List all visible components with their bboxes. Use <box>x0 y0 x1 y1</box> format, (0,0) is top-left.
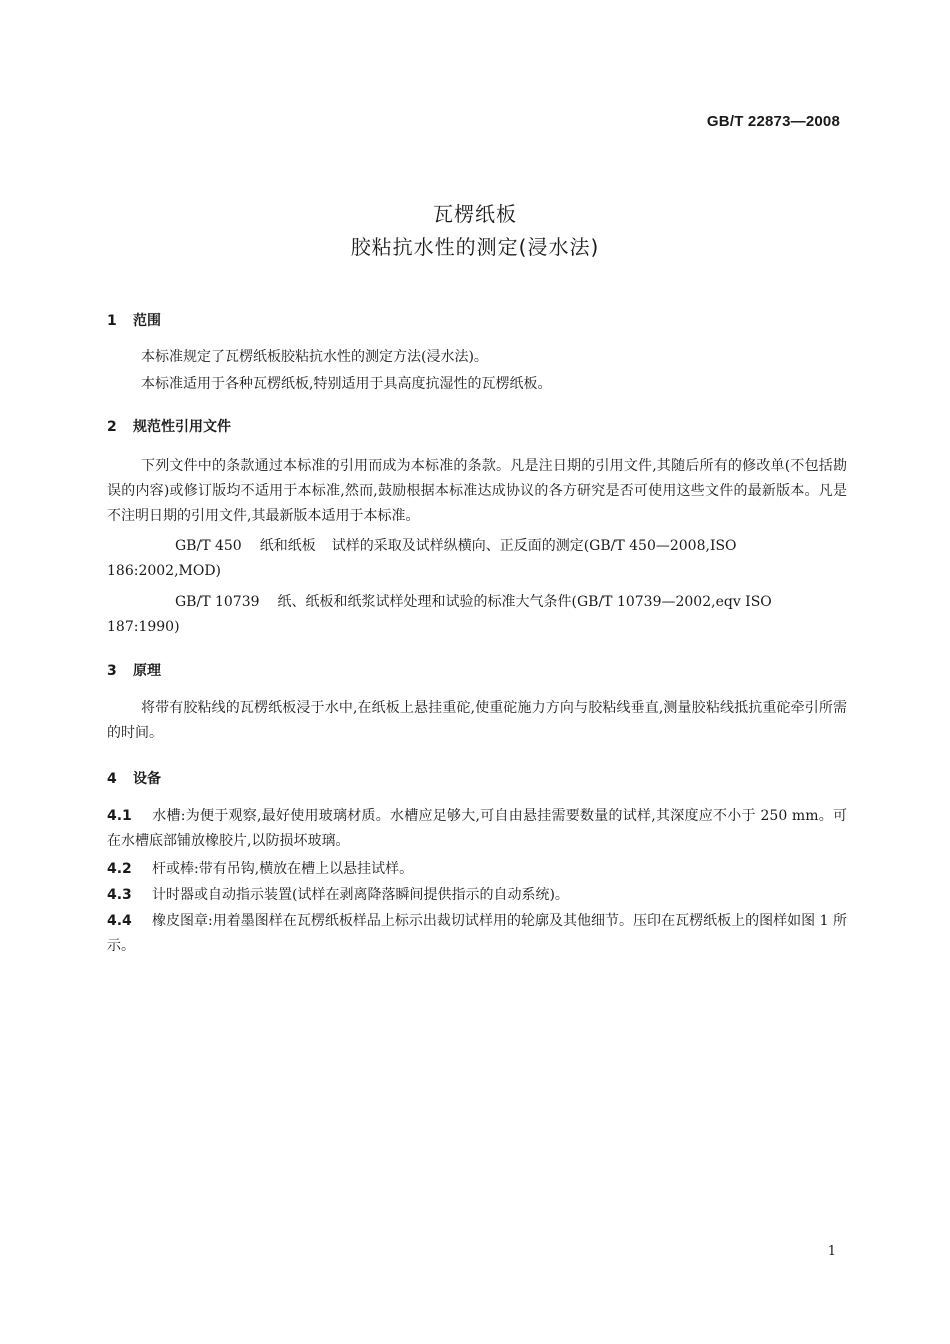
clause-4-1-number: 4.1 <box>107 808 132 824</box>
section-3-paragraph-1: 将带有胶粘线的瓦楞纸板浸于水中,在纸板上悬挂重砣,使重砣施力方向与胶粘线垂直,测量胶粘线抵抗重砣牵引所需的时间。 <box>107 700 847 741</box>
reference-2-text: 纸、纸板和纸浆试样处理和试验的标准大气条件(GB/T 10739—2002,eqv ISO 187:1990) <box>107 594 772 635</box>
clause-4-1 <box>107 804 847 854</box>
section-1-heading <box>107 310 161 330</box>
clause-4-4-text: 橡皮图章:用着墨图样在瓦楞纸板样品上标示出裁切试样用的轮廓及其他细节。压印在瓦楞纸板上的图样如图 1 所示。 <box>107 913 847 954</box>
page-number: 1 <box>827 1244 836 1259</box>
clause-4-4 <box>107 909 847 959</box>
section-1-title: 范围 <box>133 313 161 329</box>
reference-2-code: GB/T 10739 <box>175 594 260 610</box>
document-title-line1: 瓦楞纸板 <box>433 202 517 226</box>
reference-1-text: 试样的采取及试样纵横向、正反面的测定(GB/T 450—2008,ISO 186:2002,MOD) <box>107 538 737 579</box>
reference-1-code: GB/T 450 <box>175 538 242 554</box>
section-3-number: 3 <box>107 663 117 679</box>
normative-reference-2 <box>107 590 847 640</box>
section-2-title: 规范性引用文件 <box>133 419 231 435</box>
standard-number: GB/T 22873—2008 <box>706 113 840 130</box>
normative-reference-1 <box>107 534 847 584</box>
section-4-heading <box>107 768 161 788</box>
clause-4-3 <box>107 883 847 908</box>
clause-4-3-number: 4.3 <box>107 887 132 903</box>
clause-4-4-number: 4.4 <box>107 913 132 929</box>
section-2-heading <box>107 416 231 436</box>
section-4-number: 4 <box>107 771 117 787</box>
section-2-paragraph-1: 下列文件中的条款通过本标准的引用而成为本标准的条款。凡是注日期的引用文件,其随后所有的修改单(不包括勘误的内容)或修订版均不适用于本标准,然而,鼓励根据本标准达成协议的各方研究是否可使用这些文件的最新版本。凡是不注明日期的引用文件,其最新版本适用于本标准。 <box>107 458 847 524</box>
clause-4-3-text: 计时器或自动指示装置(试样在剥离降落瞬间提供指示的自动系统)。 <box>152 887 569 903</box>
document-title-line2: 胶粘抗水性的测定(浸水法) <box>350 235 600 259</box>
reference-1-title: 纸和纸板 <box>259 538 316 554</box>
section-1-paragraph-1: 本标准规定了瓦楞纸板胶粘抗水性的测定方法(浸水法)。 <box>141 349 488 365</box>
section-3-heading <box>107 660 161 680</box>
clause-4-2 <box>107 857 847 882</box>
clause-4-2-number: 4.2 <box>107 861 132 877</box>
section-1-paragraph-2: 本标准适用于各种瓦楞纸板,特别适用于具高度抗湿性的瓦楞纸板。 <box>141 376 552 392</box>
section-4-title: 设备 <box>133 771 161 787</box>
section-2-number: 2 <box>107 419 117 435</box>
section-3-title: 原理 <box>133 663 161 679</box>
clause-4-2-text: 杆或棒:带有吊钩,横放在槽上以悬挂试样。 <box>152 861 414 877</box>
section-1-number: 1 <box>107 313 117 329</box>
clause-4-1-text: 水槽:为便于观察,最好使用玻璃材质。水槽应足够大,可自由悬挂需要数量的试样,其深度应不小于 250 mm。可在水槽底部铺放橡胶片,以防损坏玻璃。 <box>107 808 847 849</box>
